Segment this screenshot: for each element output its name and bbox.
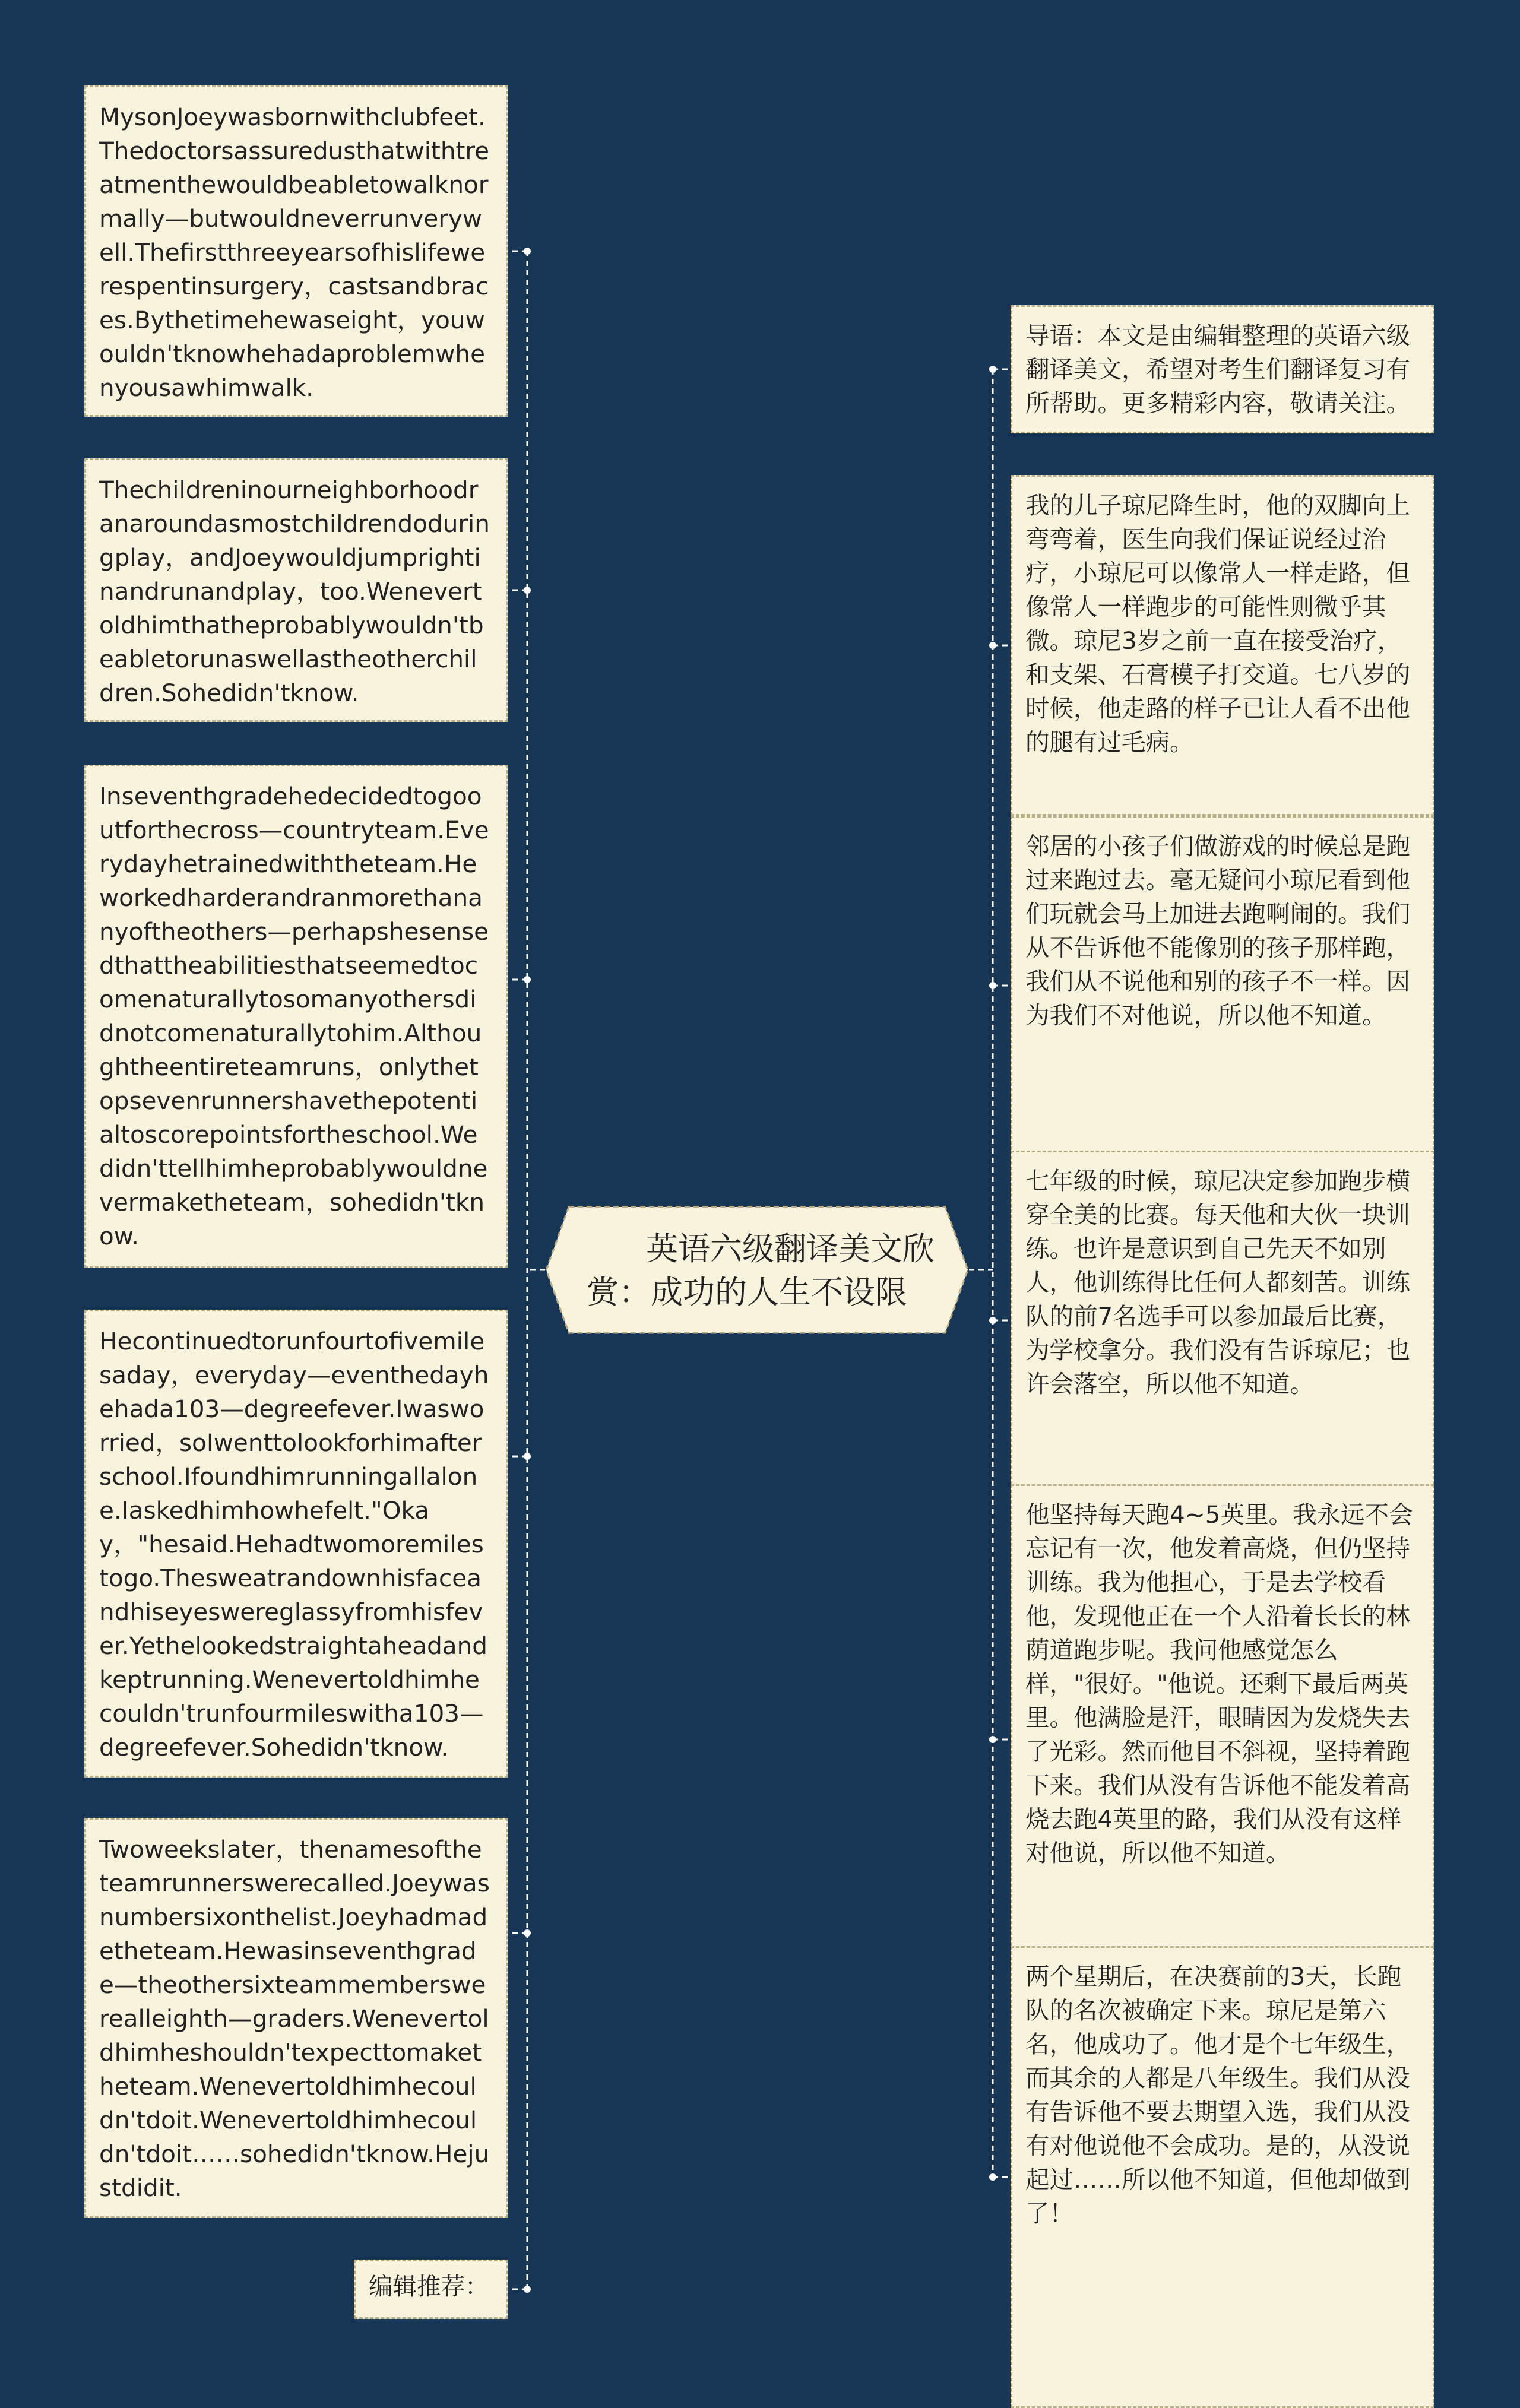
right-node-5[interactable]: 他坚持每天跑4~5英里。我永远不会忘记有一次，他发着高烧，但仍坚持训练。我为他担心，于是去学校看他，发现他正在一个人沿着长长的林荫道跑步呢。我问他感觉怎么样，"很好。"他说。还剩下最后两英里。他满脸是汗，眼睛因为发烧失去了光彩。然而他目不斜视，坚持着跑下来。我们从没有告诉他不能发着高烧去跑4英里的路，我们从没有这样对他说，所以他不知道。 (1011, 1484, 1434, 1994)
right-node-2[interactable]: 我的儿子琼尼降生时，他的双脚向上弯弯着，医生向我们保证说经过治疗，小琼尼可以像常人一样走路，但像常人一样跑步的可能性则微乎其微。琼尼3岁之前一直在接受治疗，和支架、石膏模子打交道。七八岁的时候，他走路的样子已让人看不出他的腿有过毛病。 (1011, 475, 1434, 816)
right-node-1[interactable]: 导语：本文是由编辑整理的英语六级翻译美文，希望对考生们翻译复习有所帮助。更多精彩内容，敬请关注。 (1011, 305, 1434, 433)
central-topic[interactable] (545, 1206, 969, 1334)
left-node-1[interactable]: MysonJoeywasbornwithclubfeet.Thedoctorsassuredusthatwithtreatmenthewouldbeabletowalknormally—butwouldneverrunverywell.Thefirstthreeyearsofhislifewerespentinsurgery，castsandbraces.Bythetimehewaseight，youwouldn'tknowhehadaproblemwhenyousawhimwalk. (84, 85, 508, 417)
right-node-6[interactable]: 两个星期后，在决赛前的3天，长跑队的名次被确定下来。琼尼是第六名，他成功了。他才是个七年级生，而其余的人都是八年级生。我们从没有告诉他不要去期望入选，我们从没有对他说他不会成功。是的，从没说起过……所以他不知道，但他却做到了！ (1011, 1946, 1434, 2408)
central-topic-label: 英语六级翻译美文欣赏：成功的人生不设限 (587, 1230, 935, 1311)
right-node-4[interactable]: 七年级的时候，琼尼决定参加跑步横穿全美的比赛。每天他和大伙一块训练。也许是意识到自己先天不如别人，他训练得比任何人都刻苦。训练队的前7名选手可以参加最后比赛，为学校拿分。我们没有告诉琼尼；也许会落空，所以他不知道。 (1011, 1151, 1434, 1490)
left-node-4[interactable]: Hecontinuedtorunfourtofivemilesaday，everyday—eventhedayhehada103—degreefever.Iwasworried，soIwenttolookforhimafterschool.Ifoundhimrunningallalone.Iaskedhimhowhefelt."Okay，"hesaid.Hehadtwomoremilestogo.Thesweatrandownhisfaceandhiseyeswereglassyfromhisfever.Yethelookedstraightaheadandkeptrunning.Wenevertoldhimhecouldn'trunfourmileswitha103—degreefever.Sohedidn'tknow. (84, 1310, 508, 1778)
left-node-3[interactable]: Inseventhgradehedecidedtogooutforthecross—countryteam.Everydayhetrainedwiththeteam.Heworkedharderandranmorethananyoftheothers—perhapshesensedthattheabilitiesthatseemedtocomenaturallytosomanyothersdidnotcomenaturallytohim.Althoughtheentireteamruns，onlythetopsevenrunnershavethepotentialtoscorepointsfortheschool.Wedidn'ttellhimheprobablywouldnevermaketheteam，sohedidn'tknow. (84, 765, 508, 1268)
right-node-3[interactable]: 邻居的小孩子们做游戏的时候总是跑过来跑过去。毫无疑问小琼尼看到他们玩就会马上加进去跑啊闹的。我们从不告诉他不能像别的孩子那样跑，我们从不说他和别的孩子不一样。因为我们不对他说，所以他不知道。 (1011, 816, 1434, 1155)
left-node-5[interactable]: Twoweekslater，thenamesoftheteamrunnerswerecalled.Joeywasnumbersixonthelist.Joeyhadmadetheteam.Hewasinseventhgrade—theothersixteammemberswerealleighth—graders.Wenevertoldhimheshouldn'texpecttomaketheteam.Wenevertoldhimhecouldn'tdoit.Wenevertoldhimhecouldn'tdoit……sohedidn'tknow.Hejustdidit. (84, 1818, 508, 2218)
left-node-editor-recommend[interactable]: 编辑推荐： (354, 2260, 508, 2319)
left-node-2[interactable]: Thechildreninourneighborhoodranaroundasmostchildrendoduringplay，andJoeywouldjumprightinandrunandplay，too.Wenevertoldhimthatheprobablywouldn'tbeabletorunaswellastheotherchildren.Sohedidn'tknow. (84, 458, 508, 722)
